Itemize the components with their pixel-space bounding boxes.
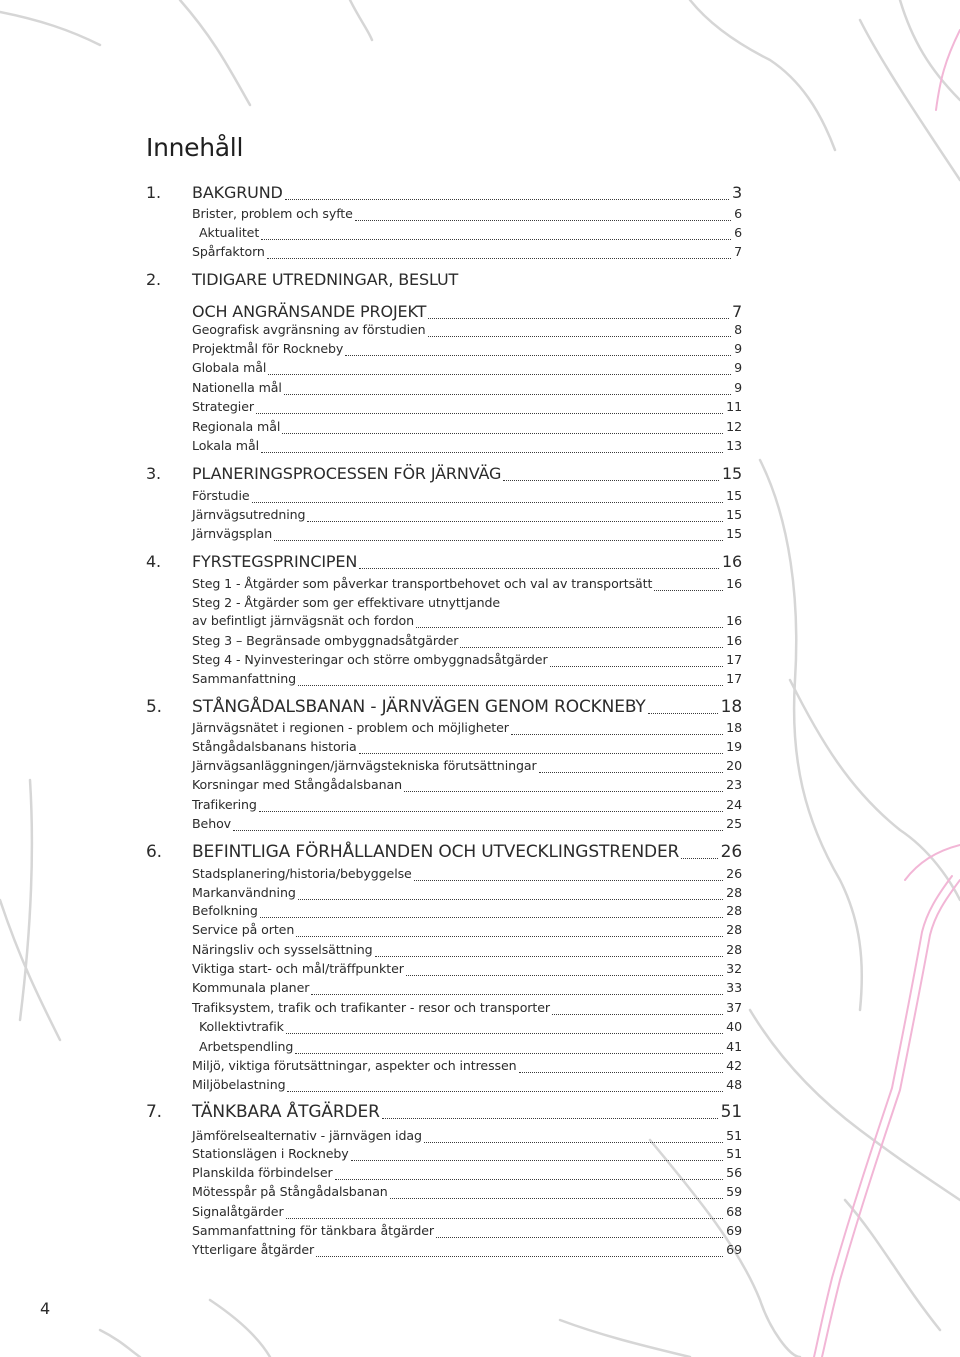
toc-entry-label: Geografisk avgränsning av förstudien <box>192 322 426 337</box>
toc-page-number: 20 <box>726 758 742 773</box>
map-railway-line <box>905 845 960 880</box>
toc-section-entry[interactable] <box>192 1128 742 1147</box>
toc-section-entry[interactable] <box>192 576 742 595</box>
toc-entry-label: Mötesspår på Stångådalsbanan <box>192 1184 388 1199</box>
toc-entry-label: PLANERINGSPROCESSEN FÖR JÄRNVÄG <box>192 464 502 483</box>
toc-dot-leader <box>390 1198 723 1199</box>
toc-section-entry[interactable] <box>192 1019 742 1038</box>
page-number: 4 <box>40 1299 51 1318</box>
toc-section-entry[interactable] <box>192 1146 742 1165</box>
toc-page-number: 48 <box>726 1077 742 1092</box>
toc-dot-leader <box>252 502 724 503</box>
toc-section-entry[interactable] <box>192 1039 742 1058</box>
toc-chapter-number: 7. <box>146 1102 162 1122</box>
toc-chapter-number: 6. <box>146 842 162 862</box>
toc-section-entry[interactable] <box>192 613 742 632</box>
toc-page-number: 51 <box>726 1146 742 1161</box>
toc-section-entry[interactable] <box>192 797 742 816</box>
toc-entry-label: Planskilda förbindelser <box>192 1165 333 1180</box>
toc-dot-leader <box>260 917 723 918</box>
toc-dot-leader <box>519 1072 724 1073</box>
toc-page-number: 28 <box>726 942 742 957</box>
toc-chapter-number: 1. <box>146 183 161 202</box>
toc-page-number: 41 <box>726 1039 742 1054</box>
toc-chapter-entry[interactable] <box>146 552 742 573</box>
toc-section-entry[interactable] <box>192 322 742 341</box>
toc-dot-leader <box>648 713 718 714</box>
toc-entry-label: Spårfaktorn <box>192 244 265 259</box>
toc-dot-leader <box>335 1179 724 1180</box>
toc-entry-label: Stadsplanering/historia/bebyggelse <box>192 866 412 881</box>
toc-chapter-number: 3. <box>146 464 161 483</box>
toc-dot-leader <box>282 433 723 434</box>
toc-dot-leader <box>307 521 723 522</box>
toc-entry-label: Korsningar med Stångådalsbanan <box>192 777 402 792</box>
toc-entry-label: OCH ANGRÄNSANDE PROJEKT <box>192 302 427 321</box>
toc-dot-leader <box>424 1142 723 1143</box>
toc-section-entry[interactable] <box>192 341 742 360</box>
page-title: Innehåll <box>146 133 244 162</box>
toc-entry-label: Arbetspendling <box>199 1039 294 1054</box>
toc-entry-label: Stångådalsbanans historia <box>192 739 357 754</box>
toc-dot-leader <box>233 830 723 831</box>
map-road-line <box>790 680 960 900</box>
toc-entry-label: Signalåtgärder <box>192 1204 284 1219</box>
toc-dot-leader <box>274 540 723 541</box>
toc-section-entry[interactable] <box>192 1242 742 1261</box>
toc-entry-label: BEFINTLIGA FÖRHÅLLANDEN OCH UTVECKLINGSTRENDER <box>192 842 680 862</box>
map-road-line <box>560 1320 690 1357</box>
toc-page-number: 15 <box>726 526 742 541</box>
toc-page-number: 56 <box>726 1165 742 1180</box>
toc-entry-label: Service på orten <box>192 922 295 937</box>
toc-page-number: 25 <box>726 816 742 831</box>
toc-entry-label: Nationella mål <box>192 380 282 395</box>
toc-entry-label: Globala mål <box>192 360 267 375</box>
toc-section-entry[interactable] <box>192 633 742 652</box>
toc-page-number: 9 <box>734 341 742 356</box>
toc-dot-leader <box>406 975 723 976</box>
toc-dot-leader <box>428 318 729 319</box>
toc-section-entry[interactable] <box>192 671 742 690</box>
toc-section-entry[interactable] <box>192 1058 742 1077</box>
toc-entry-label: Miljö, viktiga förutsättningar, aspekter och intressen <box>192 1058 517 1073</box>
toc-section-entry[interactable] <box>192 225 742 244</box>
toc-entry-label: av befintligt järnvägsnät och fordon <box>192 613 415 628</box>
toc-page-number: 28 <box>726 903 742 918</box>
toc-page-number: 15 <box>726 488 742 503</box>
toc-dot-leader <box>539 772 724 773</box>
toc-dot-leader <box>311 994 723 995</box>
toc-section-entry[interactable] <box>192 419 742 438</box>
toc-page-number: 51 <box>726 1128 742 1143</box>
toc-section-entry[interactable] <box>192 399 742 418</box>
toc-entry-label: Steg 1 - Åtgärder som påverkar transportbehovet och val av transportsätt <box>192 576 653 591</box>
toc-page-number: 3 <box>731 183 742 202</box>
toc-page-number: 42 <box>726 1058 742 1073</box>
toc-dot-leader <box>375 956 724 957</box>
toc-entry-label: Stationslägen i Rockneby <box>192 1146 349 1161</box>
toc-entry-label: Kommunala planer <box>192 980 310 995</box>
toc-page-number: 16 <box>726 633 742 648</box>
toc-dot-leader <box>359 568 719 569</box>
toc-chapter-entry[interactable] <box>146 302 742 323</box>
toc-page-number: 7 <box>734 244 742 259</box>
toc-entry-label: Projektmål för Rockneby <box>192 341 344 356</box>
toc-section-entry[interactable] <box>192 739 742 758</box>
toc-page-number: 68 <box>726 1204 742 1219</box>
toc-chapter-number: 2. <box>146 270 161 289</box>
toc-page-number: 6 <box>734 206 742 221</box>
toc-entry-label: Järnvägsutredning <box>192 507 306 522</box>
toc-section-entry[interactable] <box>192 652 742 671</box>
toc-dot-leader <box>268 374 731 375</box>
toc-section-entry[interactable] <box>192 1165 742 1184</box>
toc-chapter-entry[interactable] <box>146 842 742 863</box>
toc-dot-leader <box>414 880 723 881</box>
toc-section-entry[interactable] <box>192 244 742 263</box>
toc-page-number: 16 <box>721 552 742 571</box>
toc-entry-label: Brister, problem och syfte <box>192 206 353 221</box>
toc-dot-leader <box>267 258 731 259</box>
toc-page-number: 7 <box>731 302 742 321</box>
toc-page-number: 33 <box>726 980 742 995</box>
toc-section-entry[interactable] <box>192 507 742 526</box>
toc-section-entry[interactable] <box>192 1000 742 1019</box>
toc-chapter-number: 4. <box>146 552 161 571</box>
toc-page-number: 6 <box>734 225 742 240</box>
toc-chapter-entry[interactable] <box>146 697 742 718</box>
toc-entry-label: Lokala mål <box>192 438 259 453</box>
toc-dot-leader <box>436 1237 723 1238</box>
toc-section-entry[interactable] <box>192 816 742 835</box>
map-road-line <box>860 20 960 180</box>
toc-entry-label: STÅNGÅDALSBANAN - JÄRNVÄGEN GENOM ROCKNEBY <box>192 697 646 717</box>
toc-dot-leader <box>359 753 724 754</box>
toc-section-entry[interactable] <box>192 595 742 614</box>
toc-section-entry[interactable] <box>192 885 742 904</box>
toc-entry-label: Järnvägsplan <box>192 526 273 541</box>
toc-section-entry[interactable] <box>192 488 742 507</box>
toc-dot-leader <box>287 1091 723 1092</box>
toc-chapter-entry[interactable] <box>146 183 742 204</box>
toc-page-number: 69 <box>726 1223 742 1238</box>
map-road-line <box>100 1330 140 1357</box>
toc-page-number: 16 <box>726 613 742 628</box>
map-road-line <box>180 0 250 105</box>
toc-dot-leader <box>382 1118 718 1119</box>
toc-entry-label: Markanvändning <box>192 885 296 900</box>
toc-dot-leader <box>681 858 717 859</box>
toc-page-number: 40 <box>726 1019 742 1034</box>
toc-section-entry[interactable] <box>192 438 742 457</box>
toc-section-entry[interactable] <box>192 206 742 225</box>
toc-page-number: 18 <box>726 720 742 735</box>
toc-entry-label: Viktiga start- och mål/träffpunkter <box>192 961 404 976</box>
toc-page-number: 15 <box>721 464 742 483</box>
toc-page-number: 8 <box>734 322 742 337</box>
toc-entry-label: Förstudie <box>192 488 250 503</box>
toc-dot-leader <box>404 791 723 792</box>
toc-page-number: 24 <box>726 797 742 812</box>
toc-dot-leader <box>259 811 723 812</box>
toc-dot-leader <box>261 239 731 240</box>
toc-dot-leader <box>428 336 732 337</box>
toc-entry-label: BAKGRUND <box>192 183 283 202</box>
toc-page-number: 51 <box>720 1102 742 1122</box>
toc-chapter-number: 5. <box>146 697 162 717</box>
toc-page-number: 32 <box>726 961 742 976</box>
toc-chapter-entry[interactable] <box>146 464 742 485</box>
map-road-line <box>690 0 835 150</box>
toc-section-entry[interactable] <box>192 866 742 885</box>
toc-dot-leader <box>295 1053 723 1054</box>
toc-section-entry[interactable] <box>192 1223 742 1242</box>
toc-section-entry[interactable] <box>192 980 742 999</box>
toc-dot-leader <box>460 647 723 648</box>
toc-page-number: 28 <box>726 922 742 937</box>
toc-entry-label: Steg 3 – Begränsade ombyggnadsåtgärder <box>192 633 459 648</box>
toc-dot-leader <box>261 452 723 453</box>
toc-page-number: 12 <box>726 419 742 434</box>
toc-dot-leader <box>654 590 723 591</box>
toc-entry-label: Järnvägsnätet i regionen - problem och möjligheter <box>192 720 509 735</box>
toc-page-number: 17 <box>726 652 742 667</box>
toc-page-number: 28 <box>726 885 742 900</box>
toc-dot-leader <box>351 1160 724 1161</box>
toc-page-number: 37 <box>726 1000 742 1015</box>
toc-page-number: 9 <box>734 380 742 395</box>
toc-entry-label: Behov <box>192 816 232 831</box>
toc-page-number: 19 <box>726 739 742 754</box>
toc-section-entry[interactable] <box>192 1184 742 1203</box>
toc-page-number: 69 <box>726 1242 742 1257</box>
toc-page-number: 9 <box>734 360 742 375</box>
toc-page-number: 11 <box>726 399 742 414</box>
toc-page-number: 18 <box>720 697 742 717</box>
toc-dot-leader <box>345 355 731 356</box>
map-road-line <box>210 1300 270 1357</box>
toc-chapter-entry[interactable] <box>146 1102 742 1123</box>
map-road-line <box>350 0 372 40</box>
toc-dot-leader <box>511 734 723 735</box>
toc-dot-leader <box>256 413 723 414</box>
toc-page-number: 17 <box>726 671 742 686</box>
map-railway-line <box>814 876 952 1357</box>
toc-dot-leader <box>416 627 723 628</box>
toc-section-entry[interactable] <box>192 777 742 796</box>
toc-entry-label: Steg 2 - Åtgärder som ger effektivare utnyttjande <box>192 595 501 610</box>
toc-entry-label: Jämförelsealternativ - järnvägen idag <box>192 1128 422 1143</box>
toc-dot-leader <box>316 1256 723 1257</box>
toc-dot-leader <box>298 685 723 686</box>
map-road-line <box>20 780 32 1020</box>
toc-page-number: 13 <box>726 438 742 453</box>
map-road-line <box>760 460 862 1010</box>
toc-entry-label: Trafikering <box>192 797 257 812</box>
toc-entry-label: Sammanfattning för tänkbara åtgärder <box>192 1223 434 1238</box>
toc-section-entry[interactable] <box>192 758 742 777</box>
toc-entry-label: Regionala mål <box>192 419 281 434</box>
toc-entry-label: TÄNKBARA ÅTGÄRDER <box>192 1102 380 1122</box>
toc-entry-label: TIDIGARE UTREDNINGAR, BESLUT <box>192 270 459 289</box>
toc-section-entry[interactable] <box>192 961 742 980</box>
map-railway-line <box>822 880 960 1357</box>
toc-page-number: 23 <box>726 777 742 792</box>
toc-chapter-entry[interactable] <box>146 270 742 291</box>
toc-entry-label: Sammanfattning <box>192 671 297 686</box>
toc-section-entry[interactable] <box>192 1204 742 1223</box>
toc-dot-leader <box>550 666 724 667</box>
toc-entry-label: Befolkning <box>192 903 258 918</box>
toc-section-entry[interactable] <box>192 720 742 739</box>
map-road-line <box>750 1010 960 1200</box>
toc-section-entry[interactable] <box>192 903 742 922</box>
toc-dot-leader <box>552 1014 723 1015</box>
map-road-line <box>0 12 100 45</box>
toc-entry-label: Miljöbelastning <box>192 1077 286 1092</box>
toc-page-number: 16 <box>726 576 742 591</box>
toc-dot-leader <box>296 936 723 937</box>
toc-entry-label: Ytterligare åtgärder <box>192 1242 315 1257</box>
toc-section-entry[interactable] <box>192 380 742 399</box>
toc-page-number: 26 <box>726 866 742 881</box>
toc-dot-leader <box>355 220 731 221</box>
toc-entry-label: Kollektivtrafik <box>199 1019 284 1034</box>
toc-entry-label: Järnvägsanläggningen/järnvägstekniska förutsättningar <box>192 758 537 773</box>
toc-section-entry[interactable] <box>192 360 742 379</box>
toc-section-entry[interactable] <box>192 526 742 545</box>
toc-page-number: 59 <box>726 1184 742 1199</box>
toc-entry-label: Steg 4 - Nyinvesteringar och större ombyggnadsåtgärder <box>192 652 548 667</box>
toc-section-entry[interactable] <box>192 942 742 961</box>
toc-dot-leader <box>503 480 719 481</box>
toc-section-entry[interactable] <box>192 922 742 941</box>
toc-dot-leader <box>298 899 723 900</box>
toc-page-number: 26 <box>720 842 742 862</box>
toc-entry-label: Aktualitet <box>199 225 260 240</box>
toc-dot-leader <box>285 199 729 200</box>
toc-page-number: 15 <box>726 507 742 522</box>
toc-dot-leader <box>286 1033 723 1034</box>
map-road-line <box>845 1200 940 1330</box>
toc-entry-label: Strategier <box>192 399 254 414</box>
toc-dot-leader <box>284 394 731 395</box>
toc-entry-label: Näringsliv och sysselsättning <box>192 942 373 957</box>
toc-section-entry[interactable] <box>192 1077 742 1096</box>
toc-entry-label: Trafiksystem, trafik och trafikanter - resor och transporter <box>192 1000 550 1015</box>
toc-dot-leader <box>286 1218 724 1219</box>
toc-entry-label: FYRSTEGSPRINCIPEN <box>192 552 358 571</box>
